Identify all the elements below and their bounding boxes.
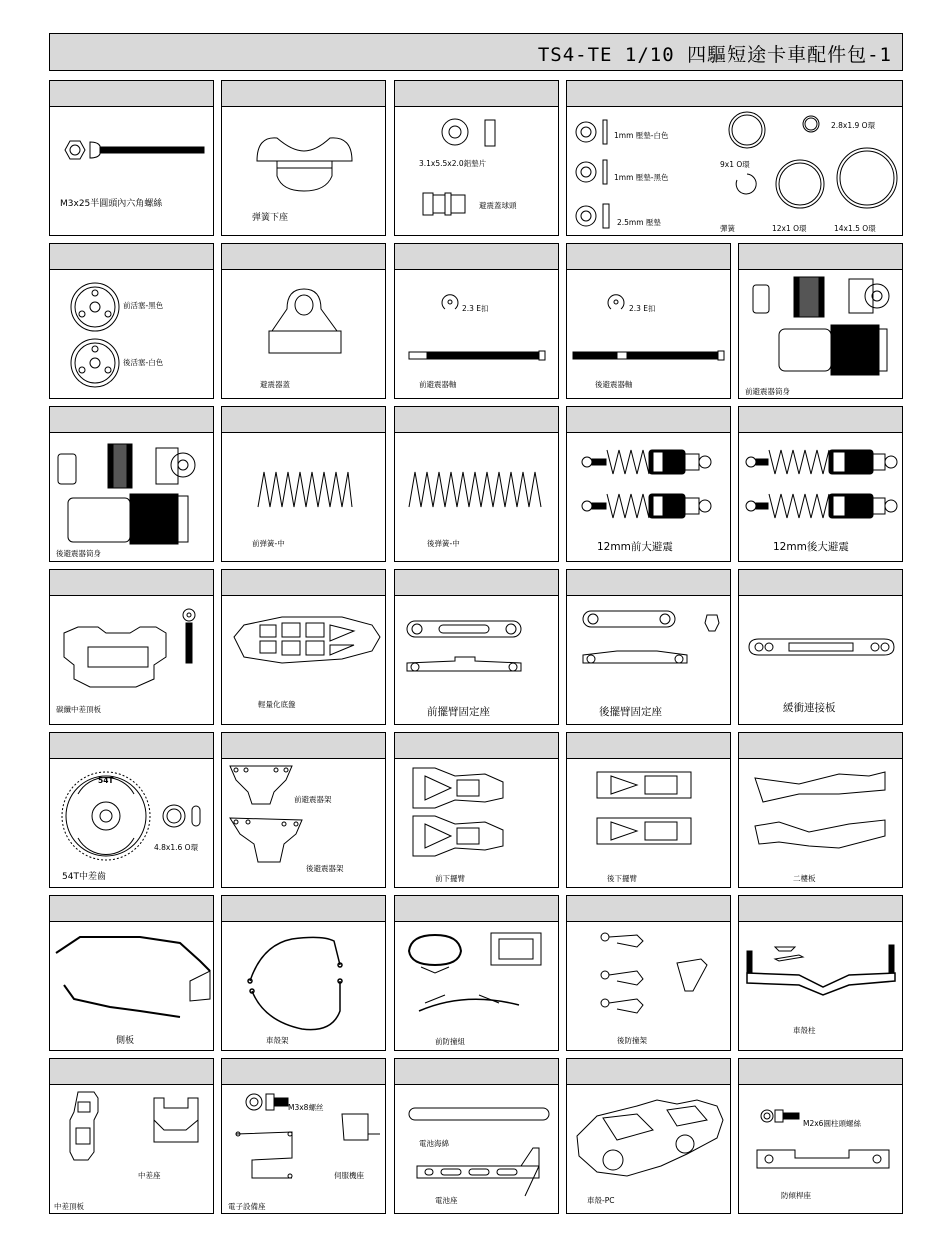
front-tower-label: 前避震器架 (294, 795, 332, 804)
clip-label: 2.3 E扣 (462, 304, 489, 313)
washer-ball-drawing (395, 106, 559, 236)
rear-bumper-mount-drawing (567, 921, 731, 1051)
cell-header (739, 733, 902, 759)
spring-label: 彈簧 (720, 224, 735, 233)
part-label: 車殼-PC (587, 1196, 615, 1205)
cell-header (567, 1059, 730, 1085)
cell-header (739, 570, 902, 596)
part-cell-washer-ball (394, 80, 559, 236)
oring-9-label: 9x1 O環 (720, 160, 750, 169)
cell-header (222, 81, 385, 107)
part-label: 後弹簧-中 (427, 539, 460, 548)
spring-seat-drawing (222, 106, 386, 236)
cell-header (50, 244, 213, 270)
part-cell-battery-mount (394, 1058, 559, 1214)
part-cell-front-arm-mount (394, 569, 559, 725)
oring-12-label: 12x1 O環 (772, 224, 807, 233)
part-cell-front-lower-arm (394, 732, 559, 888)
part-cell-shock-cap (221, 243, 386, 399)
center-diff-top-plate-drawing (50, 1084, 214, 1214)
rear-lower-arm-drawing (567, 758, 731, 888)
piston-black-label: 前活塞-黑色 (123, 301, 164, 310)
part-cell-front-spring (221, 406, 386, 562)
cell-header (567, 733, 730, 759)
shim-black-label: 1mm 壓墊-黑色 (614, 173, 669, 182)
clip-label: 2.3 E扣 (629, 304, 656, 313)
side-plates-drawing (50, 921, 214, 1051)
cell-header (567, 896, 730, 922)
oring-label: 4.8x1.6 O環 (154, 843, 199, 852)
part-cell-shims-orings (566, 80, 903, 236)
cell-header (50, 81, 213, 107)
cell-header (222, 733, 385, 759)
part-label: 12mm後大避震 (773, 541, 849, 553)
shim-white-label: 1mm 壓墊-白色 (614, 131, 669, 140)
servo-label: 伺服機座 (334, 1171, 364, 1180)
part-label: 二樓板 (793, 874, 816, 883)
part-label: 後擺臂固定座 (599, 706, 662, 718)
screw-drawing (50, 106, 214, 236)
part-cell-front-big-shock (566, 406, 731, 562)
pistons-drawing (50, 269, 214, 399)
part-label: 12mm前大避震 (597, 541, 673, 553)
gear-text: 54T (98, 776, 114, 785)
part-cell-rear-spring (394, 406, 559, 562)
part-cell-anti-roll-bar-mount (738, 1058, 903, 1214)
part-cell-rear-shaft (566, 243, 731, 399)
page-title: TS4-TE 1/10 四驅短途卡車配件包-1 (537, 44, 892, 66)
part-label: 後下擺臂 (607, 874, 637, 883)
part-label: 後避震器筒身 (56, 549, 101, 558)
cell-header (395, 81, 558, 107)
cell-header (395, 733, 558, 759)
part-cell-screw-m3x25 (49, 80, 214, 236)
part-label: 後防撞架 (617, 1036, 647, 1045)
part-cell-body-frame (221, 895, 386, 1051)
part-cell-chassis (221, 569, 386, 725)
cell-header (395, 244, 558, 270)
shock-towers-drawing (222, 758, 386, 888)
part-label: 電子設備座 (228, 1202, 266, 1211)
cell-header (739, 244, 902, 270)
cell-header (222, 244, 385, 270)
part-label: 54T中差齒 (62, 872, 106, 882)
cell-header (50, 896, 213, 922)
part-cell-rear-bumper-mount (566, 895, 731, 1051)
part-label: 前下擺臂 (435, 874, 465, 883)
part-label: 避震器蓋 (260, 380, 290, 389)
part-cell-rear-lower-arm (566, 732, 731, 888)
part-cell-electronics-mount (221, 1058, 386, 1214)
cell-header (567, 407, 730, 433)
part-label: 車殼架 (266, 1036, 289, 1045)
piston-white-label: 後活塞-白色 (123, 358, 164, 367)
part-cell-rear-arm-mount (566, 569, 731, 725)
ball-label: 避震蓋球頭 (479, 201, 517, 210)
part-cell-upper-deck (738, 732, 903, 888)
cell-header (567, 244, 730, 270)
rear-shock-body-drawing (50, 432, 214, 562)
part-label: 防傾桿座 (781, 1191, 811, 1200)
battery-mount-drawing (395, 1084, 559, 1214)
cell-header (222, 570, 385, 596)
part-cell-body-posts (738, 895, 903, 1051)
screw-label: M3x8螺丝 (288, 1103, 324, 1112)
part-label: 車殼柱 (793, 1026, 816, 1035)
cell-header (222, 1059, 385, 1085)
cell-header (739, 896, 902, 922)
part-label: 前擺臂固定座 (427, 706, 490, 718)
cell-header (567, 570, 730, 596)
part-cell-rear-shock-body (49, 406, 214, 562)
front-lower-arm-drawing (395, 758, 559, 888)
cell-header (395, 407, 558, 433)
shock-cap-drawing (222, 269, 386, 399)
center-mount-label: 中差座 (138, 1171, 161, 1180)
cell-header (739, 407, 902, 433)
part-cell-front-shaft (394, 243, 559, 399)
body-shell-drawing (567, 1084, 731, 1214)
part-cell-center-diff-top-plate (49, 1058, 214, 1214)
part-label: 電池座 (435, 1196, 458, 1205)
cell-header (739, 1059, 902, 1085)
cell-header (50, 733, 213, 759)
screw-label: M2x6圓柱頭螺絲 (803, 1119, 861, 1128)
cell-header (395, 1059, 558, 1085)
part-label: 弹簧下座 (252, 213, 289, 223)
part-cell-front-shock-body (738, 243, 903, 399)
part-cell-spring-lower-seat (221, 80, 386, 236)
part-cell-center-top-plate (49, 569, 214, 725)
part-label: 前防撞組 (435, 1037, 465, 1046)
rear-shaft-drawing (567, 269, 731, 399)
cell-header (222, 896, 385, 922)
cell-header (50, 407, 213, 433)
title-bar (49, 33, 903, 71)
spur-gear-drawing (50, 758, 214, 888)
anti-roll-bar-mount-drawing (739, 1084, 903, 1214)
cell-header (50, 570, 213, 596)
body-posts-drawing (739, 921, 903, 1051)
part-cell-rear-big-shock (738, 406, 903, 562)
part-cell-spur-gear (49, 732, 214, 888)
part-label: 前避震器筒身 (745, 387, 790, 396)
oring-14-label: 14x1.5 O環 (834, 224, 876, 233)
part-label: 後避震器軸 (595, 380, 633, 389)
rear-spring-drawing (395, 432, 559, 562)
part-label: 側板 (116, 1036, 135, 1046)
shim-25-label: 2.5mm 壓墊 (617, 218, 661, 227)
part-cell-body-shell (566, 1058, 731, 1214)
part-label: 碳纖中差頂板 (56, 705, 101, 714)
part-label: 緩衝連接板 (783, 702, 836, 714)
washer-label: 3.1x5.5x2.0鋁墊片 (419, 159, 487, 168)
part-label: 前弹簧-中 (252, 539, 285, 548)
part-label: 前避震器軸 (419, 380, 457, 389)
oring-28-label: 2.8x1.9 O環 (831, 121, 876, 130)
part-cell-pistons (49, 243, 214, 399)
upper-deck-drawing (739, 758, 903, 888)
part-cell-bumper-link-plate (738, 569, 903, 725)
part-cell-front-bumper-set (394, 895, 559, 1051)
part-label: 中差頂板 (54, 1202, 84, 1211)
part-label: 輕量化底盤 (258, 700, 296, 709)
front-spring-drawing (222, 432, 386, 562)
rear-tower-label: 後避震器架 (306, 864, 344, 873)
cell-header (222, 407, 385, 433)
part-label: M3x25半圓頭內六角螺絲 (60, 199, 163, 209)
cell-header (395, 896, 558, 922)
cell-header (50, 1059, 213, 1085)
part-cell-side-plates (49, 895, 214, 1051)
chassis-drawing (222, 595, 386, 725)
foam-label: 電池海綿 (419, 1139, 449, 1148)
front-shock-body-drawing (739, 269, 903, 399)
cell-header (567, 81, 902, 107)
front-bumper-set-drawing (395, 921, 559, 1051)
body-frame-drawing (222, 921, 386, 1051)
part-cell-shock-towers (221, 732, 386, 888)
cell-header (395, 570, 558, 596)
